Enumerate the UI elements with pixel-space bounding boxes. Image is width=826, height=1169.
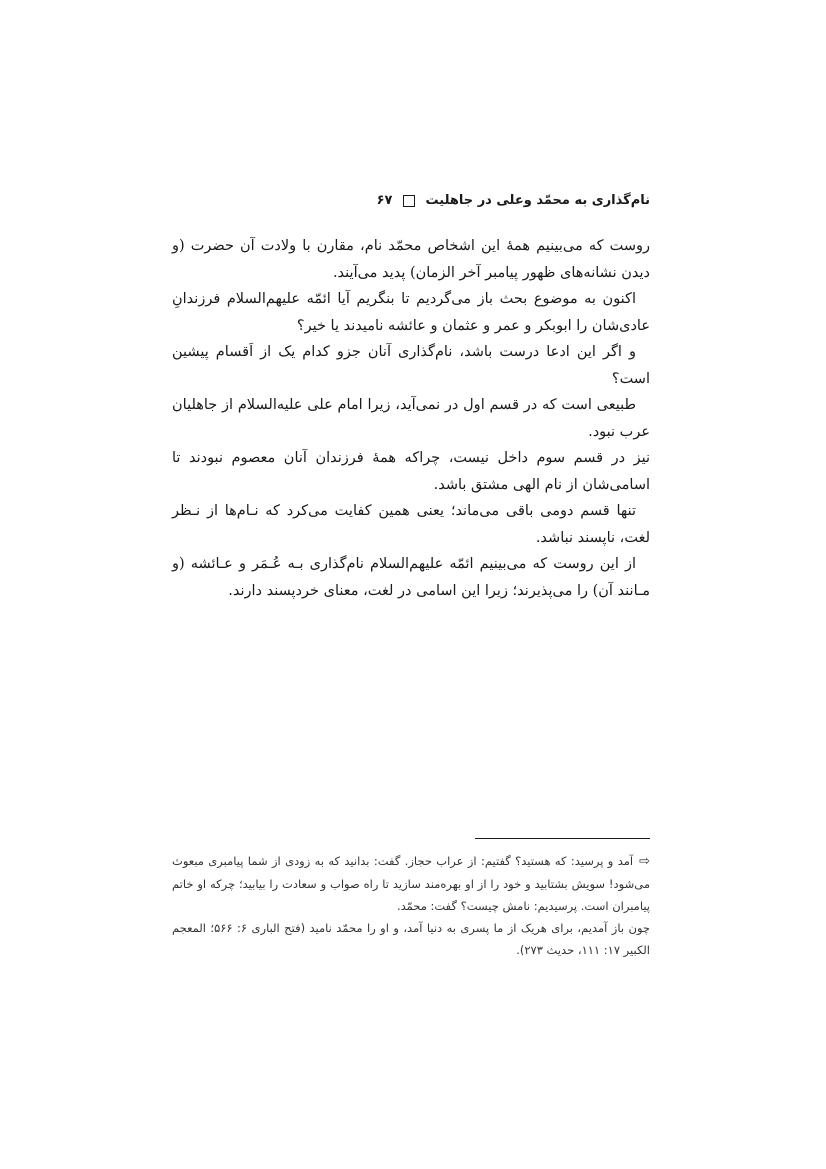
square-icon [403,195,415,207]
footnote-line: ⇨آمد و پرسید: که هستید؟ گفتیم: از عراب حجاز. گفت: بدانید که به زودی از شما پیامبری مبعوث می‌شود! سویش بشتابید و خود را از او بهره‌مند سازید تا راه صواب و سعادت را بیابید؛ چرکه او خاتم پیامبران است. پرسیدیم: نامش چیست؟ گفت: محمّد. [172,854,650,913]
footnote-line: چون باز آمدیم، برای هریک از ما پسری به دنیا آمد، و او را محمّد نامید (فتح الباری ۶: ۵۶۶؛ المعجم الکبیر ۱۷: ۱۱۱، حدیث ۲۷۳). [172,921,650,957]
running-header [172,193,650,208]
body-text [172,233,650,604]
header-title: نام‌گذاری به محمّد وعلی در جاهلیت [425,193,650,208]
footnote-divider [475,838,650,839]
footnotes [172,850,650,961]
paragraph: طبیعی است که در قسم اول در نمی‌آید، زیرا امام علی علیه‌السلام از جاهلیان عرب نبود. [172,397,650,440]
paragraph: و اگر این ادعا درست باشد، نام‌گذاری آنان جزو کدام یک از اَقسام پیشین است؟ [172,344,650,387]
page-number: ۶۷ [376,193,393,208]
paragraph: روست که می‌بینیم همهٔ این اشخاص محمّد نام، مقارن با ولادت آن حضرت (و دیدن نشانه‌های ظهور پیامبر آخر الزمان) پدید می‌آیند. [172,238,650,281]
paragraph: اکنون به موضوع بحث باز می‌گردیم تا بنگریم آیا ائمّه علیهم‌السلام فرزندانِ عادی‌شان را ابوبکر و عمر و عثمان و عائشه نامیدند یا خیر؟ [172,291,650,334]
paragraph: از این روست که می‌بینیم ائمّه علیهم‌السلام نام‌گذاری بـه عُـمَر و عـائشه (و مـانند آن) را می‌پذیرند؛ زیرا این اسامی در لغت، معنای خردپسند دارند. [172,556,650,599]
arrow-icon: ⇨ [639,854,650,869]
paragraph: تنها قسم دومی باقی می‌ماند؛ یعنی همین کفایت می‌کرد که نـام‌ها از نـظر لغت، ناپسند نباشد. [172,503,650,546]
paragraph: نیز در قسم سوم داخل نیست، چراکه همهٔ فرزندان آنان معصوم نبودند تا اسامی‌شان از نام الهی مشتق باشد. [172,450,650,493]
